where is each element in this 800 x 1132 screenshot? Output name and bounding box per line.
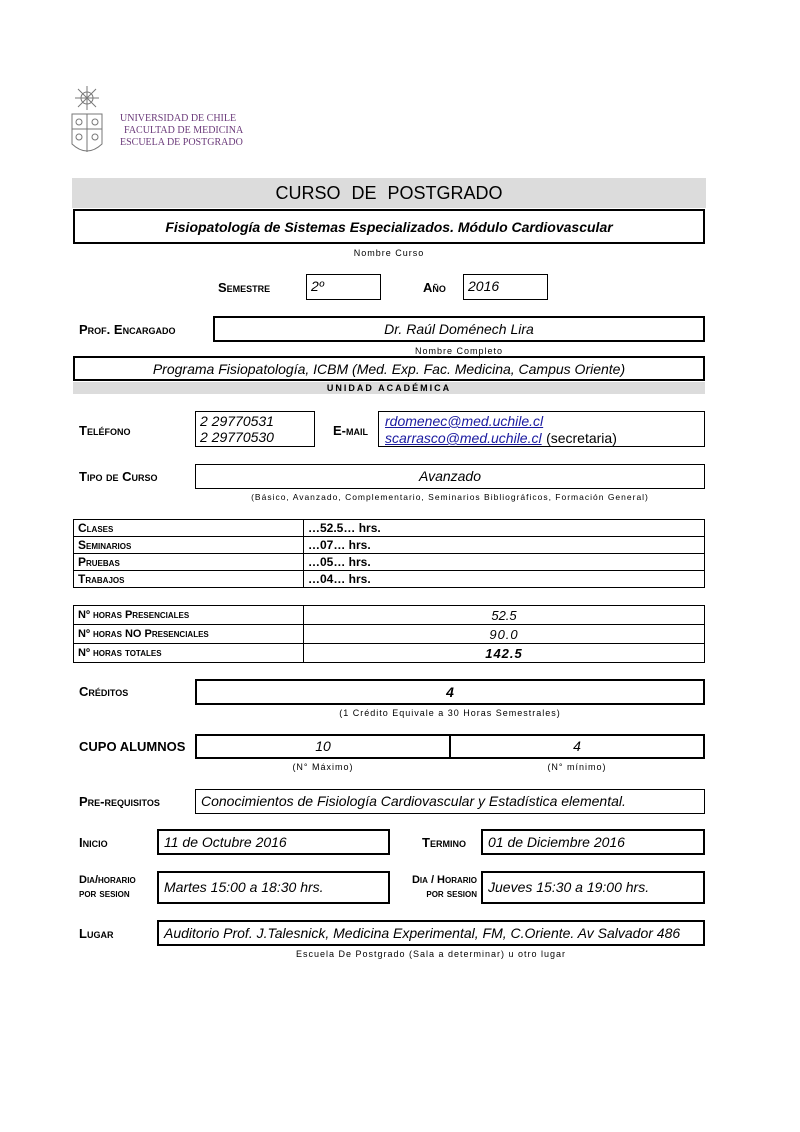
schedule-2-label-line-a: Dia / Horario [411,874,477,886]
totals-label: Nº horas Presenciales [74,606,304,625]
totals-label: Nº horas totales [74,644,304,663]
cupo-min-field [449,734,705,759]
course-name-caption: Nombre Curso [353,248,425,258]
phone-label: Teléfono [79,423,131,438]
table-row [74,625,705,644]
totals-label: Nº horas NO Presenciales [74,625,304,644]
schedule-1-value: Martes 15:00 a 18:30 hrs. [164,879,324,895]
semester-value: 2º [311,278,324,294]
prereq-field [195,789,705,814]
table-row [74,571,705,588]
credits-label: Créditos [79,684,129,699]
hours-value: …07… hrs. [304,537,705,554]
hours-value: …52.5… hrs. [304,520,705,537]
phone-field [195,411,315,447]
hours-label: Seminarios [74,537,304,554]
place-caption: Escuela De Postgrado (Sala a determinar) u otro lugar [295,949,567,959]
email-1-link[interactable]: rdomenec@med.uchile.cl [385,413,544,429]
email-2-link[interactable]: scarrasco@med.uchile.cl [385,430,542,446]
year-field [463,274,548,300]
cupo-max-field [195,734,451,759]
email-label: E-mail [333,423,368,438]
course-type-field [195,464,705,489]
university-line-2: FACULTAD DE MEDICINA [124,125,244,136]
unit-value: Programa Fisiopatología, ICBM (Med. Exp. Fac. Medicina, Campus Oriente) [152,361,626,377]
table-row [74,520,705,537]
schedule-1-field [157,871,390,904]
totals-table [73,605,705,663]
course-name-value: Fisiopatología de Sistemas Especializados. Módulo Cardiovascular [165,219,613,235]
phone-1: 2 29770531 [200,413,274,429]
course-type-caption: (Básico, Avanzado, Complementario, Seminarios Bibliográficos, Formación General) [251,492,649,502]
unit-caption: UNIDAD ACADÉMICA [73,382,705,394]
end-label: Termino [422,835,466,850]
table-row [74,554,705,571]
start-value: 11 de Octubre 2016 [164,834,287,850]
start-field [157,829,390,855]
semester-field [306,274,381,300]
email-2-note: (secretaria) [546,430,617,446]
prof-label: Prof. Encargado [79,322,176,337]
credits-field [195,679,705,705]
schedule-2-field [481,871,705,904]
prof-caption: Nombre Completo [414,346,504,356]
hours-label: Pruebas [74,554,304,571]
university-line-3: ESCUELA DE POSTGRADO [120,137,243,148]
cupo-min-value: 4 [573,738,581,754]
schedule-2-label-line-b: por sesion [426,888,477,900]
hours-value: …04… hrs. [304,571,705,588]
totals-value: 52.5 [304,606,705,625]
schedule-1-label [79,873,136,901]
course-type-value: Avanzado [418,468,481,484]
schedule-1-label-line-a: Dia/horario [79,874,136,886]
hours-label: Clases [74,520,304,537]
totals-value: 90.0 [304,625,705,644]
prereq-label: Pre-requisitos [79,794,160,809]
email-field [378,411,705,447]
hours-value: …05… hrs. [304,554,705,571]
credits-value: 4 [446,684,454,700]
end-value: 01 de Diciembre 2016 [488,834,625,850]
credits-caption: (1 Crédito Equivale a 30 Horas Semestrales) [339,708,561,718]
phone-2: 2 29770530 [200,429,274,445]
table-row [74,644,705,663]
place-field [157,920,705,946]
table-row [74,606,705,625]
totals-value: 142.5 [304,644,705,663]
year-label: Año [423,280,446,295]
year-value: 2016 [468,278,500,294]
cupo-max-caption: (N° Máximo) [292,762,354,772]
schedule-2-value: Jueves 15:30 a 19:00 hrs. [488,879,650,895]
hours-table [73,519,705,588]
schedule-1-label-line-b: por sesion [79,888,130,900]
form-title-bar: CURSO DE POSTGRADO [72,178,706,208]
prereq-value: Conocimientos de Fisiología Cardiovascular y Estadística elemental. [201,793,626,809]
table-row [74,537,705,554]
cupo-min-caption: (N° mínimo) [547,762,607,772]
university-line-1: UNIVERSIDAD DE CHILE [120,113,237,124]
university-seal-logo [66,84,108,162]
end-field [481,829,705,855]
university-name [120,113,243,149]
place-value: Auditorio Prof. J.Talesnick, Medicina Experimental, FM, C.Oriente. Av Salvador 486 [164,925,681,941]
cupo-max-value: 10 [315,738,331,754]
cupo-label: CUPO ALUMNOS [79,739,186,754]
schedule-2-label [395,873,477,901]
course-name-field [73,209,705,244]
unit-field [73,356,705,381]
course-type-label: Tipo de Curso [79,469,158,484]
prof-field [213,316,705,342]
hours-label: Trabajos [74,571,304,588]
place-label: Lugar [79,926,114,941]
prof-value: Dr. Raúl Doménech Lira [384,321,534,337]
start-label: Inicio [79,835,108,850]
semester-label: Semestre [218,280,271,295]
